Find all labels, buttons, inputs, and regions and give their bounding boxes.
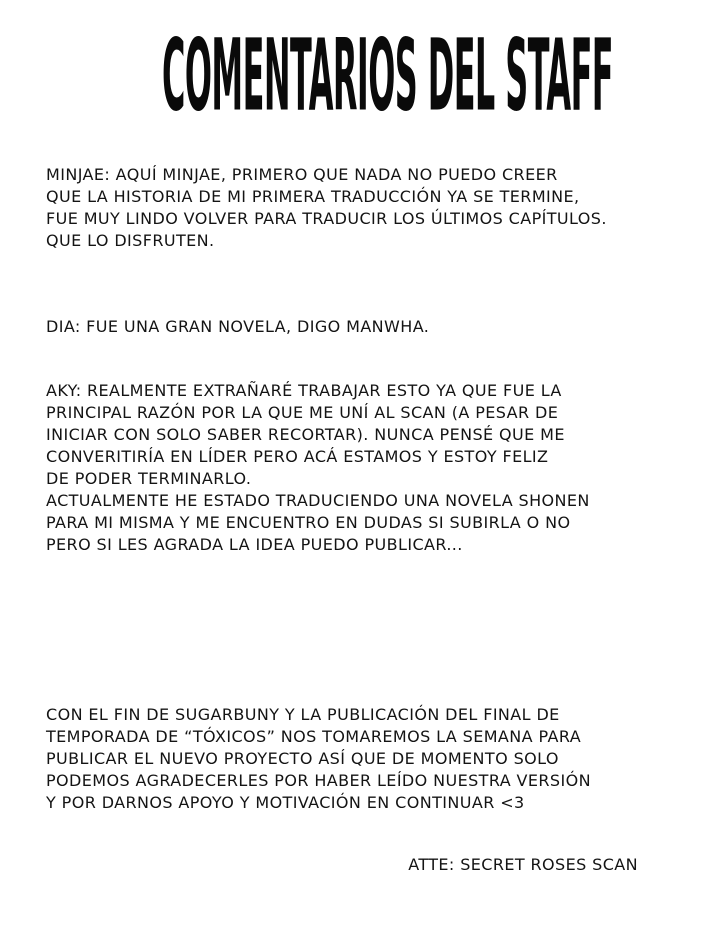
comment-line: PODEMOS AGRADECERLES POR HABER LEÍDO NUESTRA VERSIÓN bbox=[46, 771, 591, 790]
comment-aky bbox=[46, 380, 686, 556]
comment-line: Y POR DARNOS APOYO Y MOTIVACIÓN EN CONTINUAR <3 bbox=[46, 793, 525, 812]
comment-line: QUE LA HISTORIA DE MI PRIMERA TRADUCCIÓN YA SE TERMINE, bbox=[46, 187, 580, 206]
comment-line: PUBLICAR EL NUEVO PROYECTO ASÍ QUE DE MOMENTO SOLO bbox=[46, 749, 559, 768]
comment-line: CONVERITIRÍA EN LÍDER PERO ACÁ ESTAMOS Y ESTOY FELIZ bbox=[46, 447, 549, 466]
comment-line: PERO SI LES AGRADA LA IDEA PUEDO PUBLICAR... bbox=[46, 535, 463, 554]
comment-line: FUE MUY LINDO VOLVER PARA TRADUCIR LOS ÚLTIMOS CAPÍTULOS. bbox=[46, 209, 607, 228]
signature: ATTE: SECRET ROSES SCAN bbox=[408, 855, 638, 874]
comment-line: DE PODER TERMINARLO. bbox=[46, 469, 252, 488]
comment-line: QUE LO DISFRUTEN. bbox=[46, 231, 215, 250]
comment-line: ACTUALMENTE HE ESTADO TRADUCIENDO UNA NOVELA SHONEN bbox=[46, 491, 590, 510]
closing-announcement bbox=[46, 704, 686, 814]
comment-line: TEMPORADA DE “TÓXICOS” NOS TOMAREMOS LA SEMANA PARA bbox=[46, 727, 582, 746]
comment-line: CON EL FIN DE SUGARBUNY Y LA PUBLICACIÓN DEL FINAL DE bbox=[46, 705, 560, 724]
comment-dia bbox=[46, 316, 686, 338]
page-title: COMENTARIOS DEL STAFF bbox=[162, 17, 614, 134]
comment-line: PRINCIPAL RAZÓN POR LA QUE ME UNÍ AL SCAN (A PESAR DE bbox=[46, 403, 559, 422]
comment-line: PARA MI MISMA Y ME ENCUENTRO EN DUDAS SI SUBIRLA O NO bbox=[46, 513, 571, 532]
comment-line: AKY: REALMENTE EXTRAÑARÉ TRABAJAR ESTO YA QUE FUE LA bbox=[46, 381, 562, 400]
comment-minjae bbox=[46, 164, 686, 252]
comment-line: DIA: FUE UNA GRAN NOVELA, DIGO MANWHA. bbox=[46, 317, 430, 336]
comment-line: MINJAE: AQUÍ MINJAE, PRIMERO QUE NADA NO PUEDO CREER bbox=[46, 165, 558, 184]
comment-line: INICIAR CON SOLO SABER RECORTAR). NUNCA PENSÉ QUE ME bbox=[46, 425, 565, 444]
